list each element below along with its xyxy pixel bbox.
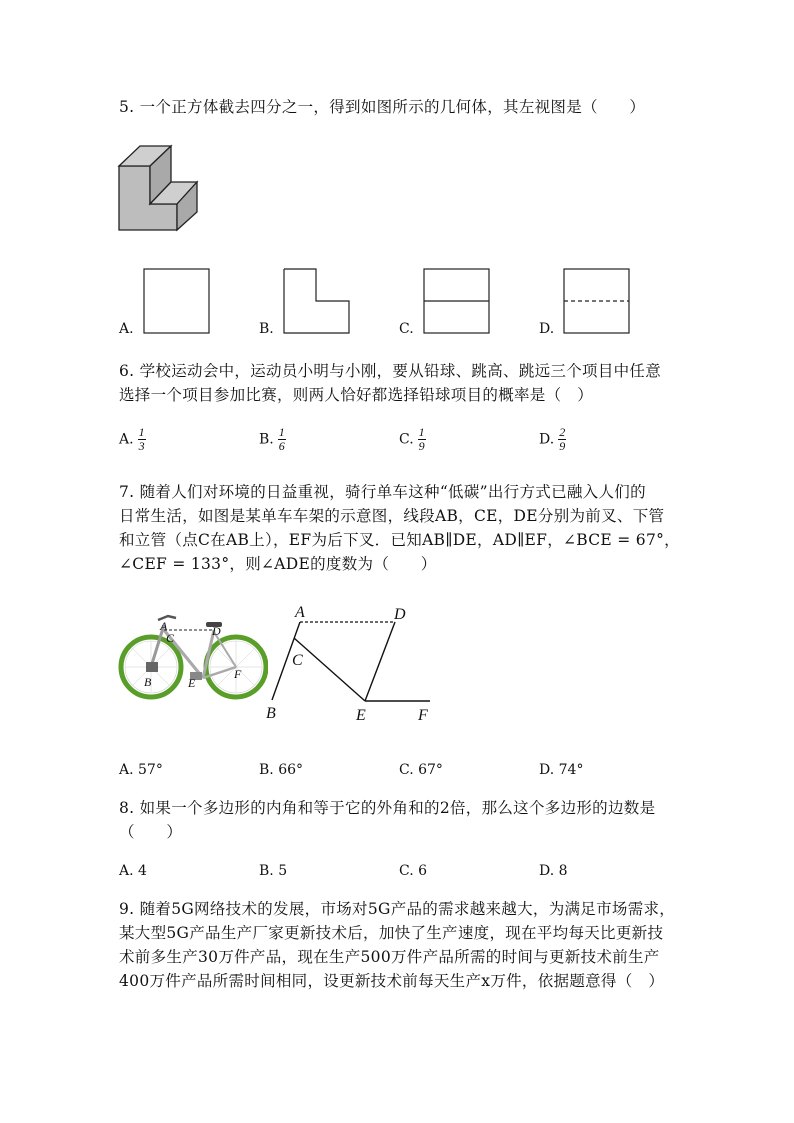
q7-option-c[interactable]: C. 67° (399, 762, 443, 778)
q6-option-a-fraction (138, 426, 146, 453)
fraction-numerator: 1 (138, 425, 145, 439)
q7-option-d[interactable]: D. 74° (539, 762, 584, 778)
q5-option-a-label[interactable]: A. (119, 321, 134, 337)
q6-option-d-fraction (558, 426, 566, 453)
q6-option-b-fraction (278, 426, 286, 453)
bicycle-illustration (118, 610, 268, 705)
q7-line-4: ∠CEF = 133°，则∠ADE的度数为（ ） (119, 555, 437, 573)
fraction-denominator: 6 (278, 439, 285, 453)
bike-label-d: D (212, 624, 221, 638)
q9-line-3: 术前多生产30万件产品，现在生产500万件产品所需的时间与更新技术前生产 (119, 948, 660, 966)
q9-line-2: 某大型5G产品生产厂家更新技术后，加快了生产速度，现在平均每天比更新技 (119, 924, 664, 942)
q9-line-1: 9. 随着5G网络技术的发展，市场对5G产品的需求越来越大，为满足市场需求， (119, 900, 676, 918)
bike-label-c: C (166, 631, 175, 645)
point-label-e: E (356, 707, 366, 724)
bike-label-e: E (188, 676, 196, 690)
q5-text: 5. 一个正方体截去四分之一，得到如图所示的几何体，其左视图是（ ） (119, 98, 646, 116)
q7-option-a[interactable]: A. 57° (119, 762, 163, 778)
q7-option-b[interactable]: B. 66° (259, 762, 304, 778)
fraction-numerator: 1 (418, 425, 425, 439)
q6-option-d[interactable] (539, 426, 566, 453)
q6-line-2: 选择一个项目参加比赛，则两人恰好都选择铅球项目的概率是（ ） (119, 386, 594, 404)
q7-line-2: 日常生活，如图是某单车车架的示意图，线段AB，CE，DE分别为前叉、下管 (119, 507, 665, 525)
q5-option-b-figure (283, 268, 351, 336)
q8-line-2: （ ） (119, 823, 183, 841)
fraction-numerator: 1 (278, 425, 285, 439)
q5-option-c-label[interactable]: C. (399, 321, 414, 337)
q6-option-c[interactable] (399, 426, 426, 453)
q9-line-4: 400万件产品所需时间相同，设更新技术前每天生产x万件，依据题意得（ ） (119, 972, 665, 990)
q6-option-d-label: D. (539, 431, 555, 448)
q6-option-c-label: C. (399, 431, 414, 448)
q8-line-1: 8. 如果一个多边形的内角和等于它的外角和的2倍，那么这个多边形的边数是 (119, 799, 656, 817)
q6-option-a[interactable] (119, 426, 146, 453)
q5-option-d-label[interactable]: D. (539, 321, 555, 337)
segment-ce (294, 638, 365, 701)
bike-label-a: A (160, 619, 168, 633)
q7-line-3: 和立管（点C在AB上），EF为后下叉．已知AB∥DE，AD∥EF，∠BCE = 67°， (119, 531, 680, 549)
q6-option-c-fraction (418, 426, 426, 453)
point-label-f: F (418, 707, 428, 724)
q5-option-b-label[interactable]: B. (259, 321, 274, 337)
q5-solid-figure (115, 140, 215, 235)
point-label-b: B (266, 705, 276, 722)
q8-option-b[interactable]: B. 5 (259, 863, 288, 879)
q6-option-b-label: B. (259, 431, 274, 448)
q8-option-d[interactable]: D. 8 (539, 863, 568, 879)
fraction-numerator: 2 (559, 425, 566, 439)
q6-option-a-label: A. (119, 431, 134, 448)
frame-geometry-diagram (262, 598, 442, 730)
q6-line-1: 6. 学校运动会中，运动员小明与小刚，要从铅球、跳高、跳远三个项目中任意 (119, 362, 662, 380)
q5-option-d-figure (563, 268, 631, 336)
fraction-denominator: 3 (138, 439, 145, 453)
q8-option-c[interactable]: C. 6 (399, 863, 428, 879)
segment-de (365, 622, 395, 701)
q6-option-b[interactable] (259, 426, 286, 453)
point-label-c: C (292, 652, 303, 669)
q5-option-a-figure (143, 268, 211, 336)
q5-option-c-figure (423, 268, 491, 336)
point-label-a: A (295, 604, 305, 621)
bike-label-f: F (234, 667, 242, 681)
fraction-denominator: 9 (418, 439, 425, 453)
fraction-denominator: 9 (559, 439, 566, 453)
q8-option-a[interactable]: A. 4 (119, 863, 147, 879)
point-label-d: D (394, 606, 406, 623)
q7-line-1: 7. 随着人们对环境的日益重视，骑行单车这种“低碳”出行方式已融入人们的 (119, 483, 646, 501)
bike-label-b: B (144, 675, 152, 689)
